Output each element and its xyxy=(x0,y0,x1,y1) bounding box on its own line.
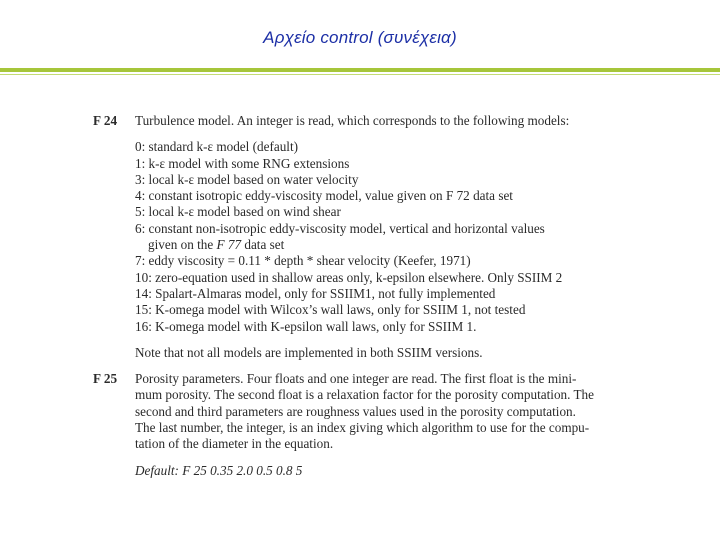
entry-intro: Turbulence model. An integer is read, which corresponds to the following models: xyxy=(135,113,570,128)
entry-note: Note that not all models are implemented in both SSIIM versions. xyxy=(135,344,483,360)
model-line: 6: constant non-isotropic eddy-viscosity model, vertical and horizontal values xyxy=(135,220,545,236)
model-line: 7: eddy viscosity = 0.11 * depth * shear velocity (Keefer, 1971) xyxy=(135,253,471,269)
entry-f25 xyxy=(93,371,633,479)
paragraph-line: tation of the diameter in the equation. xyxy=(135,436,334,452)
model-line-continued: given on the F 77 data set xyxy=(148,237,285,253)
entry-f24 xyxy=(93,113,633,361)
title-divider xyxy=(0,68,720,72)
slide-title: Αρχείο control (συνέχεια) xyxy=(263,28,457,47)
model-line: 3: local k-ε model based on water velocity xyxy=(135,171,359,187)
title-divider-thin xyxy=(0,74,720,75)
model-line: 14: Spalart-Almaras model, only for SSIIM1, not fully implemented xyxy=(135,285,496,301)
model-line: 15: K-omega model with Wilcox’s wall laws, only for SSIIM 1, not tested xyxy=(135,302,526,318)
paragraph-line: The last number, the integer, is an index giving which algorithm to use for the compu- xyxy=(135,420,590,436)
entry-body xyxy=(135,113,633,361)
document-scan xyxy=(93,113,633,479)
model-line: 1: k-ε model with some RNG extensions xyxy=(135,155,350,171)
entry-key: F 24 xyxy=(93,113,118,128)
model-line: 16: K-omega model with K-epsilon wall laws, only for SSIIM 1. xyxy=(135,318,477,334)
model-line: 4: constant isotropic eddy-viscosity model, value given on F 72 data set xyxy=(135,188,513,204)
default-value: Default: F 25 0.35 2.0 0.5 0.8 5 xyxy=(135,462,303,478)
model-line: 0: standard k-ε model (default) xyxy=(135,139,299,155)
paragraph-line: mum porosity. The second float is a relaxation factor for the porosity computation. The xyxy=(135,387,595,403)
model-line: 5: local k-ε model based on wind shear xyxy=(135,204,341,220)
model-line: 10: zero-equation used in shallow areas only, k-epsilon elsewhere. Only SSIIM 2 xyxy=(135,269,563,285)
paragraph-line: Porosity parameters. Four floats and one integer are read. The first float is the mini- xyxy=(135,371,577,387)
entry-key: F 25 xyxy=(93,371,118,387)
entry-body xyxy=(135,371,633,479)
paragraph-line: second and third parameters are roughness values used in the porosity computation. xyxy=(135,403,576,419)
